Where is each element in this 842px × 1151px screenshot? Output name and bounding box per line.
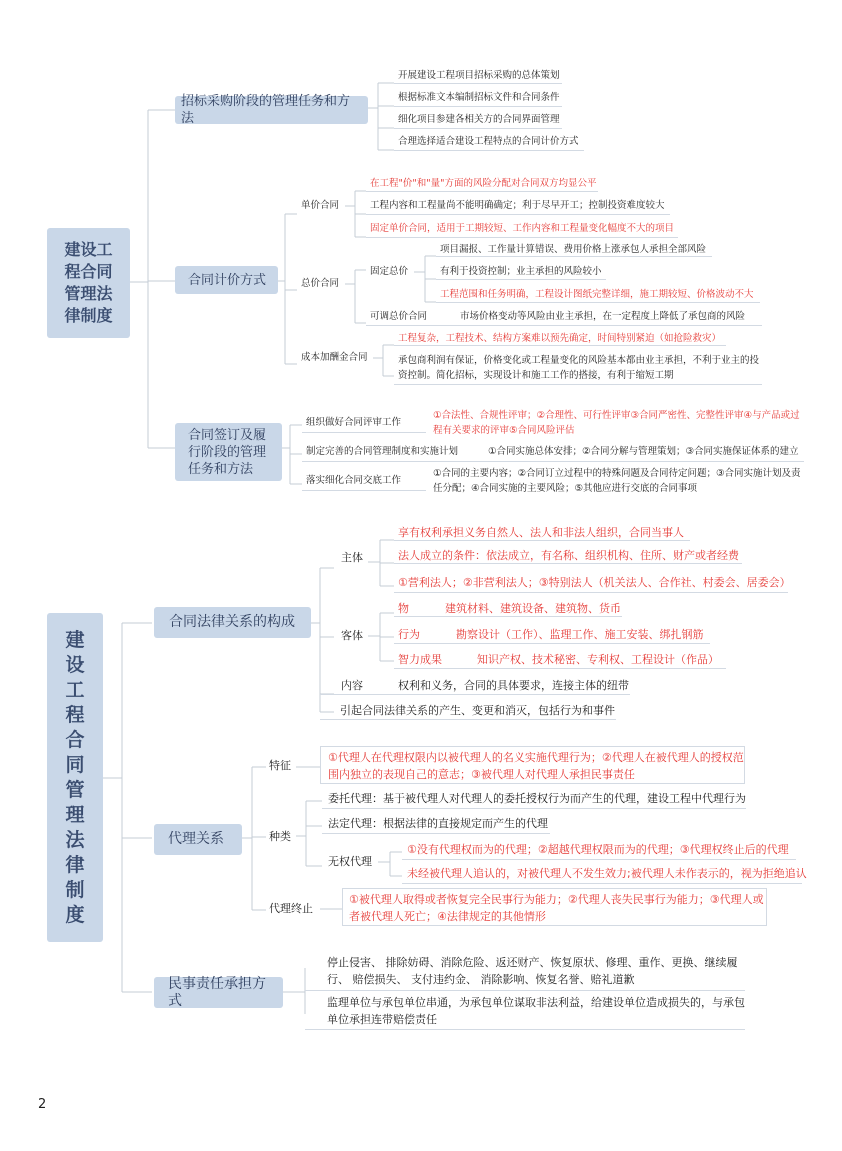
fixed-item-1: 项目漏报、工作量计算错误、费用价格上涨承包人承担全部风险	[440, 244, 707, 255]
content-label[interactable]: 内容	[341, 679, 363, 692]
review-label[interactable]: 组织做好合同评审工作	[306, 417, 402, 428]
object-v-2: 勘察设计（工作）、监理工作、施工安装、绑扎钢筋	[456, 628, 704, 641]
bidding-item-1: 开展建设工程项目招标采购的总体策划	[398, 70, 560, 81]
adjustable-total-price[interactable]: 可调总价合同	[370, 311, 428, 322]
unit-item-3: 固定单价合同，适用于工期较短、工作内容和工程量变化幅度不大的项目	[370, 223, 675, 234]
total-price-contract[interactable]: 总价合同	[301, 278, 340, 289]
fixed-item-3: 工程范围和任务明确，工程设计图纸完整详细，施工期较短、价格波动不大	[440, 289, 754, 300]
object-v-3: 知识产权、技术秘密、专利权、工程设计（作品）	[477, 653, 719, 666]
subject-item-2: 法人成立的条件：依法成立，有名称、组织机构、住所、财产或者经费	[398, 549, 739, 562]
unauthorized-item-1: ①没有代理权而为的代理；②超越代理权限而为的代理；③代理权终止后的代理	[407, 843, 789, 856]
object-k-2: 行为	[398, 628, 420, 641]
disclosure-label[interactable]: 落实细化合同交底工作	[306, 475, 402, 486]
branch-contract-signing[interactable]: 合同签订及履行阶段的管理任务和方法	[175, 423, 282, 481]
branch-civil-liability[interactable]: 民事责任承担方式	[154, 977, 283, 1008]
entrust-text: 委托代理：基于被代理人对代理人的委托授权行为而产生的代理，建设工程中代理行为	[328, 792, 746, 805]
termination-label[interactable]: 代理终止	[269, 902, 313, 915]
cost-item-1: 工程复杂，工程技术、结构方案难以预先确定，时间特别紧迫（如抢险救灾）	[398, 333, 722, 344]
liability-item-1: 停止侵害、 排除妨碍、消除危险、返还财产、恢复原状、修理、重作、更换、继续履行、 赔偿损失、 支付违约金、 消除影响、恢复名誉、赔礼道歉	[327, 956, 738, 986]
feature-text: ①代理人在代理权限内以被代理人的名义实施代理行为；②代理人在被代理人的授权范围内独立的表现自己的意志；③被代理人对代理人承担民事责任	[328, 751, 744, 781]
branch-agency[interactable]: 代理关系	[154, 824, 242, 855]
unit-price-contract[interactable]: 单价合同	[301, 200, 340, 211]
system-text: ①合同实施总体安排；②合同分解与管理策划；③合同实施保证体系的建立	[488, 446, 799, 457]
object-k-1: 物	[398, 602, 409, 615]
branch-bidding-procurement[interactable]: 招标采购阶段的管理任务和方法	[175, 96, 368, 124]
unit-item-1: 在工程"价"和"量"方面的风险分配对合同双方均显公平	[370, 178, 597, 189]
kinds-label[interactable]: 种类	[269, 830, 291, 843]
disclosure-text: ①合同的主要内容；②合同订立过程中的特殊问题及合同待定问题；③合同实施计划及责任分配；④合同实施的主要风险；⑤其他应进行交底的合同事项	[433, 468, 801, 494]
feature-label[interactable]: 特征	[269, 759, 291, 772]
review-text: ①合法性、合规性评审；②合理性、可行性评审③合同严密性、完整性评审④与产品或过程有关要求的评审⑤合同风险评估	[433, 410, 800, 436]
unauthorized-label[interactable]: 无权代理	[328, 855, 372, 868]
branch-pricing-method[interactable]: 合同计价方式	[175, 266, 278, 294]
object-v-1: 建筑材料、建筑设备、建筑物、货币	[445, 602, 621, 615]
cause-text: 引起合同法律关系的产生、变更和消灭，包括行为和事件	[340, 704, 615, 717]
cost-item-2: 承包商利润有保证，价格变化或工程量变化的风险基本都由业主承担，不利于业主的投资控制。简化招标，实现设计和施工工作的搭接，有利于缩短工期	[398, 355, 760, 381]
unit-item-2: 工程内容和工程量尚不能明确确定；利于尽早开工；控制投资难度较大	[370, 200, 665, 211]
root-node-section1[interactable]: 建设工程合同管理法律制度	[47, 228, 130, 338]
subject-label[interactable]: 主体	[341, 551, 363, 564]
liability-item-2: 监理单位与承包单位串通，为承包单位谋取非法利益，给建设单位造成损失的，与承包单位承担连带赔偿责任	[327, 996, 745, 1026]
subject-item-1: 享有权利承担义务自然人、法人和非法人组织，合同当事人	[398, 526, 684, 539]
root-node-section2[interactable]: 建设工程合同管理法律制度	[47, 613, 103, 942]
bidding-item-4: 合理选择适合建设工程特点的合同计价方式	[398, 136, 579, 147]
subject-item-3: ①营利法人；②非营利法人；③特别法人（机关法人、合作社、村委会、居委会）	[398, 576, 791, 589]
branch-legal-relationship[interactable]: 合同法律关系的构成	[154, 607, 311, 638]
object-k-3: 智力成果	[398, 653, 442, 666]
system-label[interactable]: 制定完善的合同管理制度和实施计划	[306, 446, 459, 457]
legal-text: 法定代理：根据法律的直接规定而产生的代理	[328, 817, 548, 830]
unauthorized-item-2: 未经被代理人追认的，对被代理人不发生效力;被代理人未作表示的，视为拒绝追认	[407, 867, 807, 880]
cost-plus-contract[interactable]: 成本加酬金合同	[301, 352, 368, 363]
bidding-item-2: 根据标准文本编制招标文件和合同条件	[398, 92, 560, 103]
bidding-item-3: 细化项目参建各相关方的合同界面管理	[398, 114, 560, 125]
page-number: 2	[38, 1097, 47, 1112]
fixed-item-2: 有利于投资控制；业主承担的风险较小	[440, 266, 602, 277]
fixed-total-price[interactable]: 固定总价	[370, 266, 409, 277]
adjustable-item: 市场价格变动等风险由业主承担，在一定程度上降低了承包商的风险	[460, 311, 746, 322]
object-label[interactable]: 客体	[341, 629, 363, 642]
content-text: 权利和义务，合同的具体要求，连接主体的纽带	[398, 679, 629, 692]
termination-text: ①被代理人取得或者恢复完全民事行为能力；②代理人丧失民事行为能力；③代理人或者被代理人死亡；④法律规定的其他情形	[349, 893, 764, 923]
